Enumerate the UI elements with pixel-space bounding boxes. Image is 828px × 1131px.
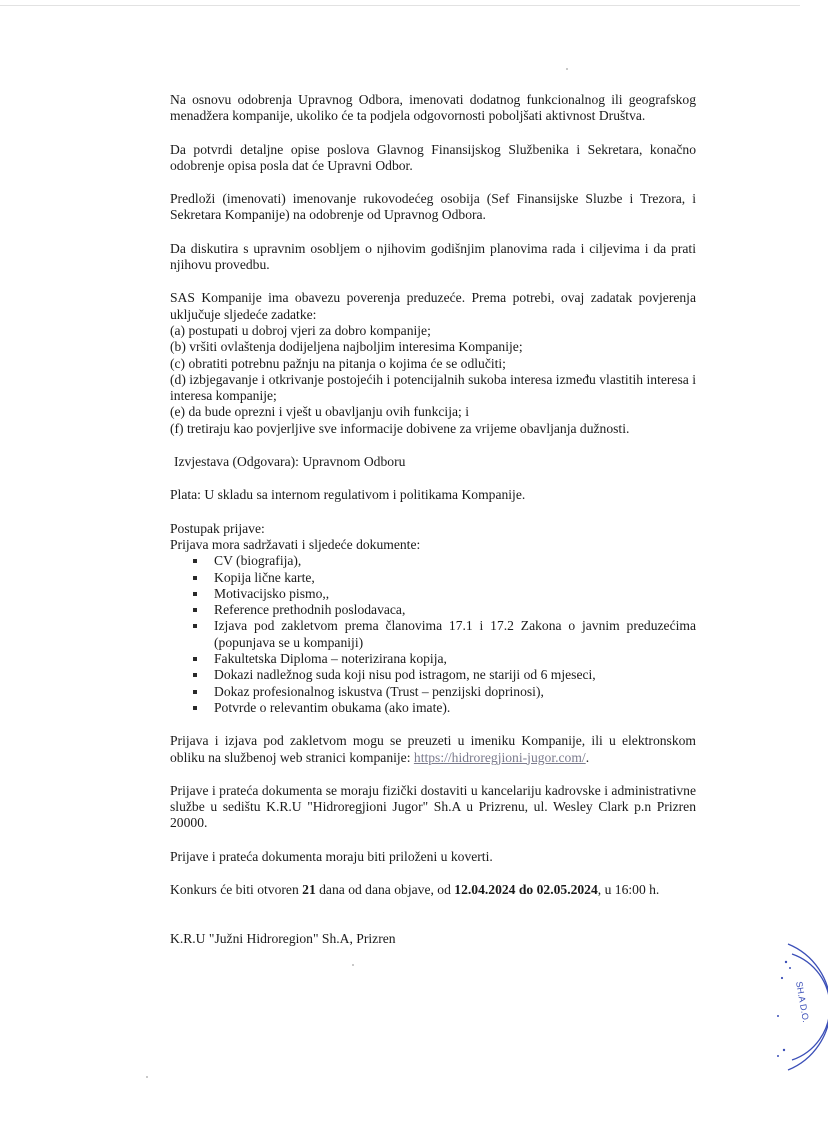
duties-block bbox=[170, 290, 696, 437]
scan-speck bbox=[352, 964, 354, 966]
duty-d: (d) izbjegavanje i otkrivanje postojećih i potencijalnih sukoba interesa između vlastitih interesa i interesa kompanije; bbox=[170, 371, 696, 404]
deadline-range: 12.04.2024 do 02.05.2024 bbox=[454, 881, 598, 897]
forms-download-paragraph: Prijava i izjava pod zakletvom mogu se preuzeti u imeniku Kompanije, ili u elektronskom obliku na službenoj web stranici kompanije: https://hidroregjioni-jugor.com/. bbox=[170, 733, 696, 765]
paragraph-propose-appointment: Predloži (imenovati) imenovanje rukovodećeg osobija (Sef Finansijske Sluzbe i Trezora, i Sekretara Kompanije) na odobrenje od Upravnog Odbora. bbox=[170, 191, 696, 223]
reports-to: Izvjestava (Odgovara): Upravnom Odboru bbox=[174, 454, 406, 470]
bullet-icon bbox=[193, 624, 197, 628]
list-item: Reference prethodnih poslodavaca, bbox=[170, 602, 696, 618]
list-item: Fakultetska Diploma – noterizirana kopija, bbox=[170, 651, 696, 667]
duty-a: (a) postupati u dobroj vjeri za dobro kompanije; bbox=[170, 322, 431, 338]
paragraph-job-descriptions: Da potvrdi detaljne opise poslova Glavnog Finansijskog Službenika i Sekretara, konačno odobrenje opisa posla dat će Upravni Odbor. bbox=[170, 141, 696, 173]
delivery-paragraph: Prijave i prateća dokumenta se moraju fizički dostaviti u kancelariju kadrovske i administrativne službe u sedištu K.R.U "Hidroregjioni Jugor" Sh.A u Prizrenu, ul. Wesley Clark p.n Prizren 20000. bbox=[170, 782, 696, 831]
envelope-paragraph: Prijave i prateća dokumenta moraju biti priloženi u koverti. bbox=[170, 848, 493, 864]
salary-line: Plata: U skladu sa internom regulativom i politikama Kompanije. bbox=[170, 487, 526, 503]
page-top-edge bbox=[0, 5, 800, 6]
scan-speck bbox=[146, 1076, 148, 1078]
list-item: Izjava pod zakletvom prema članovima 17.1 i 17.2 Zakona o javnim preduzećima (popunjava se u kompaniji) bbox=[170, 618, 696, 651]
bullet-icon bbox=[193, 706, 197, 710]
list-item: Dokaz profesionalnog iskustva (Trust – penzijski doprinosi), bbox=[170, 684, 696, 700]
deadline-days: 21 bbox=[302, 881, 316, 897]
bullet-icon bbox=[193, 608, 197, 612]
signature-line: K.R.U "Južni Hidroregion" Sh.A, Prizren bbox=[170, 931, 396, 947]
list-item: Motivacijsko pismo,, bbox=[170, 586, 696, 602]
bullet-icon bbox=[193, 576, 197, 580]
list-item: CV (biografija), bbox=[170, 553, 696, 569]
paragraph-appoint-manager: Na osnovu odobrenja Upravnog Odbora, imenovati dodatnog funkcionalnog ili geografskog menadžera kompanije, ukoliko će ta podjela odgovornosti poboljšati aktivnost Društva. bbox=[170, 92, 696, 124]
duty-f: (f) tretiraju kao povjerljive sve informacije dobivene za vrijeme obavljanja dužnosti. bbox=[170, 420, 630, 436]
list-item: Kopija lične karte, bbox=[170, 570, 696, 586]
duty-b: (b) vršiti ovlaštenja dodijeljena najboljim interesima Kompanije; bbox=[170, 339, 523, 355]
application-heading: Postupak prijave: bbox=[170, 520, 265, 536]
application-heading-block bbox=[170, 521, 696, 554]
list-item: Potvrde o relevantim obukama (ako imate). bbox=[170, 700, 696, 716]
scan-speck bbox=[566, 68, 568, 70]
bullet-icon bbox=[193, 673, 197, 677]
required-documents-list bbox=[170, 553, 696, 716]
bullet-icon bbox=[193, 657, 197, 661]
list-item: Dokazi nadležnog suda koji nisu pod istragom, ne stariji od 6 mjeseci, bbox=[170, 667, 696, 683]
paragraph-discuss-plans: Da diskutira s upravnim osobljem o njihovim godišnjim planovima rada i ciljevima i da prati njihovu provedbu. bbox=[170, 240, 696, 273]
document-body bbox=[170, 92, 696, 965]
application-intro: Prijava mora sadržavati i sljedeće dokumente: bbox=[170, 536, 421, 552]
bullet-icon bbox=[193, 592, 197, 596]
company-stamp bbox=[748, 932, 828, 1082]
duty-e: (e) da bude oprezni i vješt u obavljanju ovih funkcija; i bbox=[170, 404, 469, 420]
bullet-icon bbox=[193, 690, 197, 694]
duties-intro: SAS Kompanije ima obavezu poverenja preduzeće. Prema potrebi, ovaj zadatak povjerenja uključuje sljedeće zadatke: bbox=[170, 290, 696, 322]
company-website-link[interactable]: https://hidroregjioni-jugor.com/ bbox=[413, 749, 586, 765]
stamp-text: SH.A D.O. bbox=[794, 980, 812, 1024]
deadline-paragraph: Konkurs će biti otvoren 21 dana od dana objave, od 12.04.2024 do 02.05.2024, u 16:00 h. bbox=[170, 881, 660, 897]
bullet-icon bbox=[193, 559, 197, 563]
duty-c: (c) obratiti potrebnu pažnju na pitanja o kojima će se odlučiti; bbox=[170, 355, 506, 371]
